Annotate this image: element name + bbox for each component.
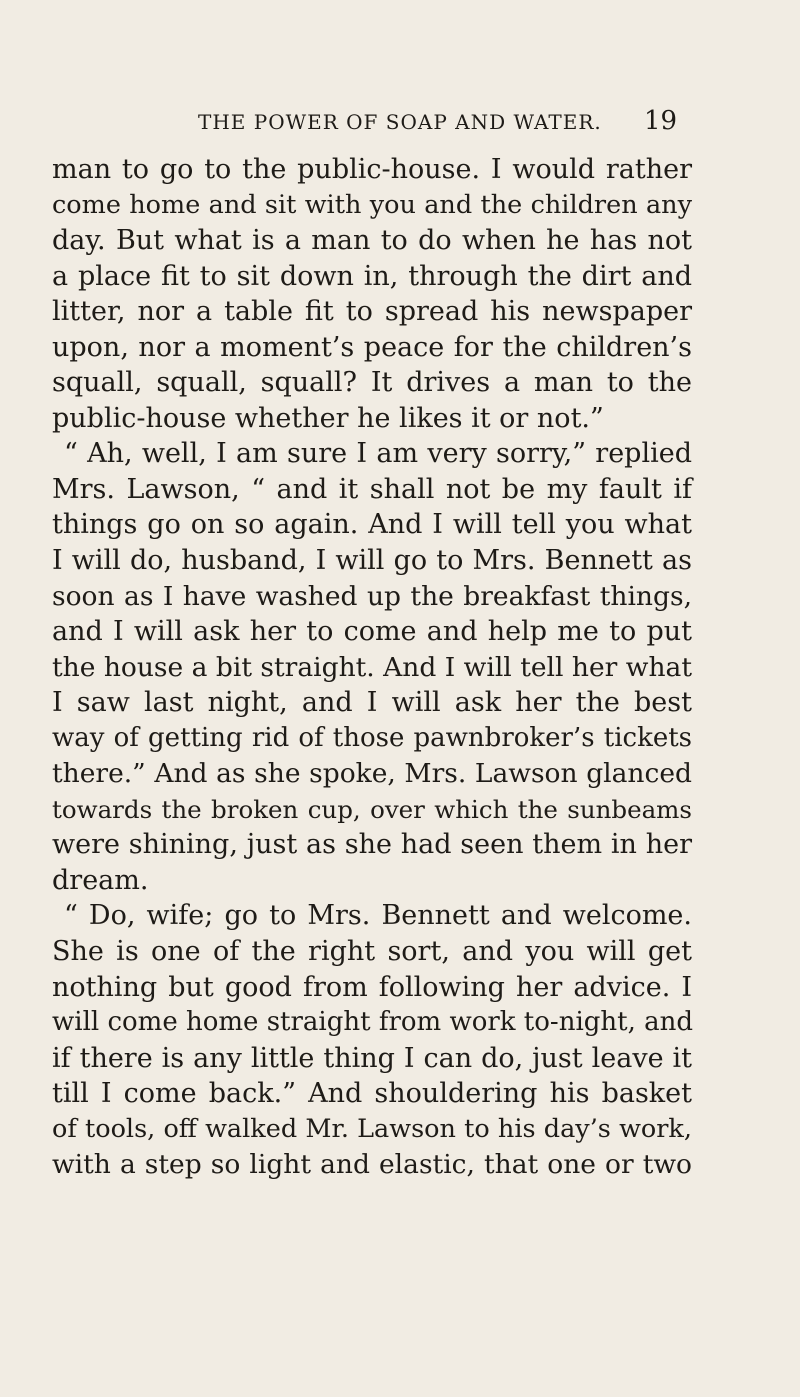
text-line: come home and sit with you and the children any [52, 189, 692, 220]
text-line: She is one of the right sort, and you will get [52, 936, 692, 968]
text-line: dream. [52, 864, 149, 896]
text-line: “ Do, wife; go to Mrs. Bennett and welcome. [64, 900, 692, 932]
text-line: squall, squall, squall? It drives a man to the [52, 367, 692, 399]
text-line: I saw last night, and I will ask her the best [52, 687, 692, 719]
text-line: of tools, off walked Mr. Lawson to his day’s work, [52, 1113, 692, 1144]
text-line: soon as I have washed up the breakfast things, [52, 580, 692, 612]
text-line: with a step so light and elastic, that one or two [52, 1149, 692, 1181]
text-line: and I will ask her to come and help me to put [52, 616, 692, 648]
text-line: upon, nor a moment’s peace for the children’s [52, 331, 692, 363]
body-text [52, 152, 692, 1183]
text-line: litter, nor a table fit to spread his newspaper [52, 296, 692, 328]
text-line: I will do, husband, I will go to Mrs. Bennett as [52, 545, 692, 577]
text-line: day. But what is a man to do when he has not [52, 225, 692, 257]
text-line: man to go to the public-house. I would rather [52, 154, 692, 185]
text-line: till I come back.” And shouldering his basket [52, 1078, 692, 1110]
text-line: the house a bit straight. And I will tell her what [52, 651, 692, 683]
text-line: way of getting rid of those pawnbroker’s tickets [52, 722, 692, 753]
text-line: Mrs. Lawson, “ and it shall not be my fault if [52, 473, 692, 505]
running-title: THE POWER OF SOAP AND WATER. [198, 110, 602, 134]
text-line: nothing but good from following her advice. I [52, 971, 692, 1003]
text-line: will come home straight from work to-night, and [52, 1007, 694, 1038]
text-line: things go on so again. And I will tell you what [52, 509, 692, 541]
text-line: towards the broken cup, over which the sunbeams [52, 794, 692, 824]
text-line: “ Ah, well, I am sure I am very sorry,” replied [64, 438, 692, 470]
text-line: if there is any little thing I can do, just leave it [52, 1042, 692, 1074]
page-number: 19 [644, 106, 678, 136]
text-line: public-house whether he likes it or not.” [52, 402, 604, 434]
text-line: there.” And as she spoke, Mrs. Lawson glanced [52, 758, 692, 790]
text-line: a place fit to sit down in, through the dirt and [52, 260, 692, 292]
text-line: were shining, just as she had seen them in her [52, 829, 692, 861]
running-header [0, 106, 800, 140]
